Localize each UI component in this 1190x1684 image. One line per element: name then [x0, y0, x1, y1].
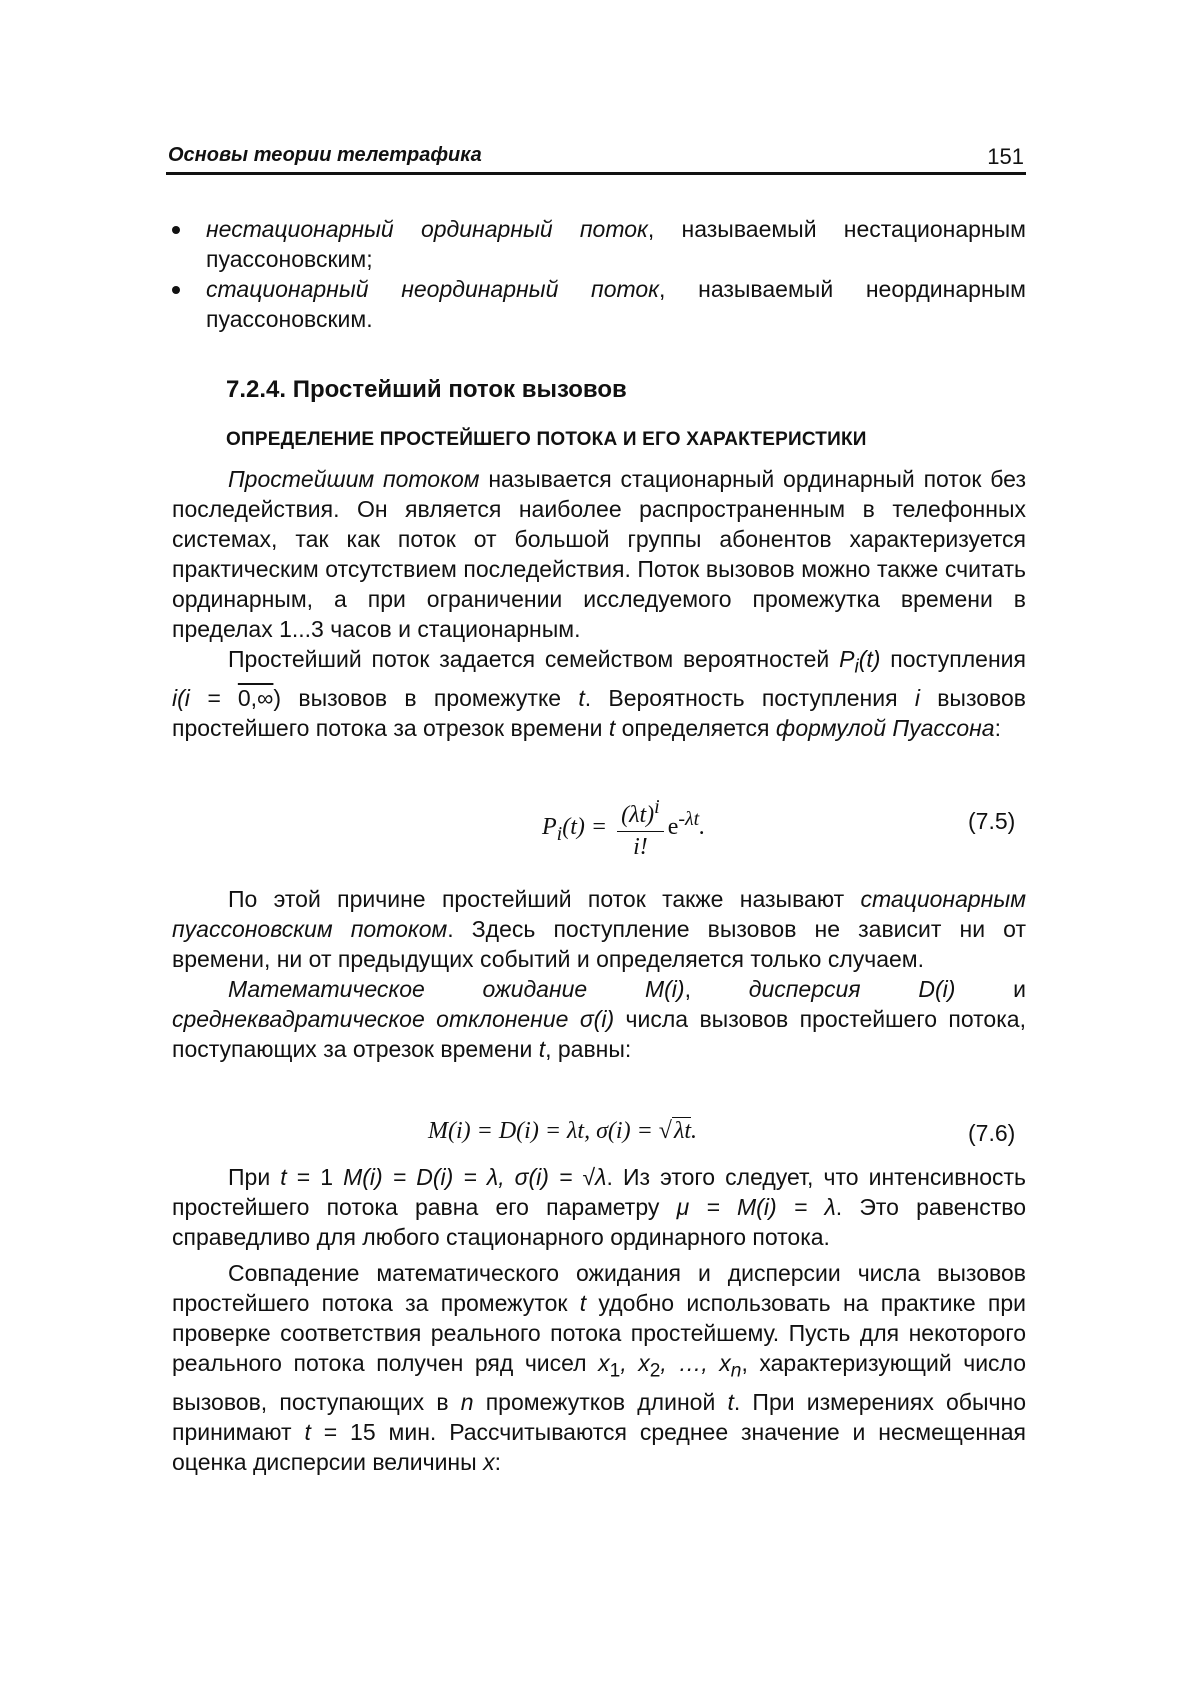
body-text-middle [172, 884, 1026, 1064]
body-text-bottom [172, 1162, 1026, 1477]
bullet-icon [172, 226, 180, 234]
equation-number: (7.6) [968, 1120, 1016, 1146]
list-item: нестационарный ординарный поток, называемый нестационарным пуассоновским; [172, 214, 1026, 274]
bullet-list [172, 214, 1026, 334]
paragraph-practice: Совпадение математического ожидания и дисперсии числа вызовов простейшего потока за промежуток t удобно использовать на практике при проверке соответствия реального потока простейшему. Пусть для некоторого реального потока получен ряд чисел $x_1$, $x_2$, …, $x_n$, характеризующий число вызовов, поступающих в n промежутков длиной t. При измерениях обычно принимают t = 15 мин. Рассчитываются среднее значение и несмещенная оценка дисперсии величины x: [172, 1260, 1027, 1475]
header-rule [166, 172, 1026, 175]
page-number: 151 [987, 144, 1024, 169]
paragraph-probabilities: Простейший поток задается семейством вероятностей $P_i(t)$ поступления i(i = 0,∞) вызовов в промежутке t. Вероятность поступления i вызовов простейшего потока за отрезок времени t определяется формулой Пуассона: [172, 646, 1026, 741]
fraction: $\frac{(\lambda t)^i}{i!}$ [617, 796, 664, 861]
running-header [168, 144, 1024, 167]
running-title: Основы теории телетрафика [168, 144, 482, 166]
body-text-top [172, 464, 1026, 743]
formula-7-6: M(i) = D(i) = λt, σ(i) = √λt. [428, 1118, 697, 1144]
paragraph-moments: Математическое ожидание M(i), дисперсия D(i) и среднеквадратическое отклонение σ(i) числа вызовов простейшего потока, поступающих за отрезок времени t, равны: [172, 976, 1027, 1062]
paragraph-intensity: При t = 1 M(i) = D(i) = λ, σ(i) = √λ. Из этого следует, что интенсивность простейшего потока равна его параметру μ = M(i) = λ. Это равенство справедливо для любого стационарного ординарного потока. [172, 1164, 1027, 1250]
paragraph-poisson: По этой причине простейший поток также называют стационарным пуассоновским потоком. Здесь поступление вызовов не зависит ни от времени, ни от предыдущих событий и определяется только случаем. [172, 886, 1026, 972]
bullet-icon [172, 286, 180, 294]
equation-number: (7.5) [968, 808, 1016, 834]
formula-7-5: $P_i(t)$ = $\frac{(\lambda t)^i}{i!}$ $e^{-\lambda t}$. [542, 796, 706, 860]
list-item: стационарный неординарный поток, называемый неординарным пуассоновским. [172, 274, 1026, 334]
paragraph-definition: Простейшим потоком называется стационарный ординарный поток без последействия. Он является наиболее распространенным в телефонных системах, так как поток от большой группы абонентов характеризуется практическим отсутствием последействия. Поток вызовов можно также считать ординарным, а при ограничении исследуемого промежутка времени в пределах 1...3 часов и стационарным. [172, 466, 1027, 642]
subheading: ОПРЕДЕЛЕНИЕ ПРОСТЕЙШЕГО ПОТОКА И ЕГО ХАРАКТЕРИСТИКИ [226, 429, 867, 450]
section-title: 7.2.4. Простейший поток вызовов [226, 376, 627, 403]
